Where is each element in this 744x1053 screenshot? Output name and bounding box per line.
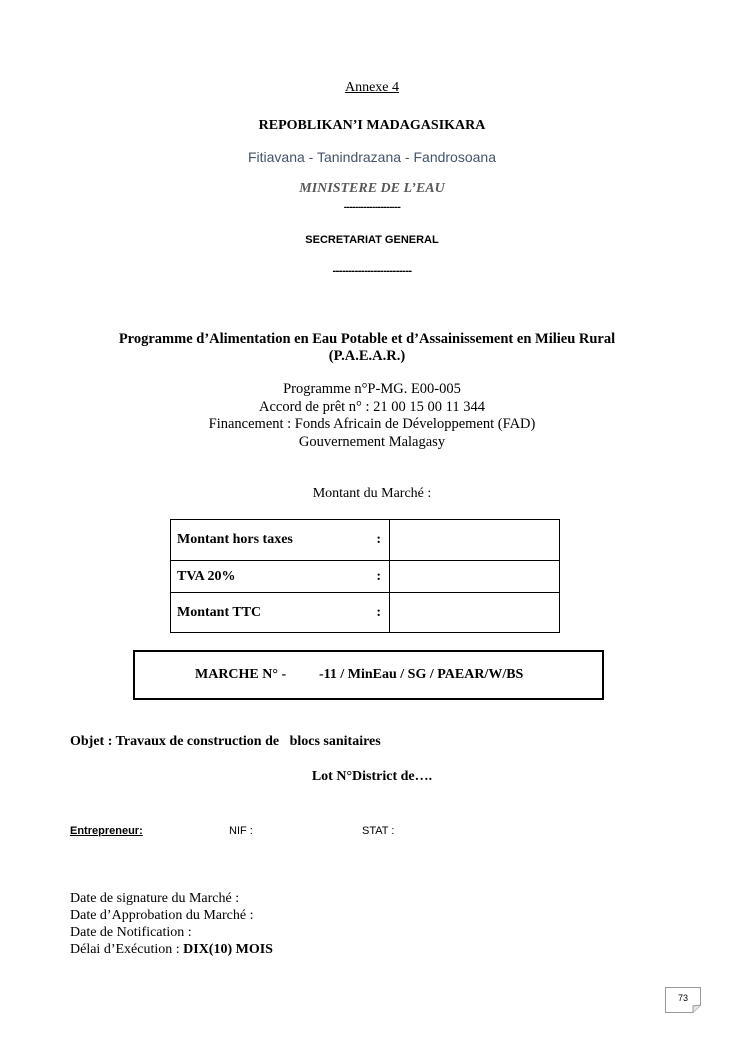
separator-line: ------------------------- [332,265,412,277]
delay-label: Délai d’Exécution : [70,942,184,957]
amount-label: Montant TTC [177,604,262,620]
date-signature: Date de signature du Marché : [70,891,240,906]
amount-value-cell [390,593,560,633]
marche-reference: -11 / MinEau / SG / PAEAR/W/BS [319,667,524,682]
amount-label-cell [171,520,390,561]
government: Gouvernement Malagasy [298,433,446,450]
amount-value-cell [390,520,560,561]
secretariat-title: SECRETARIAT GENERAL [305,234,439,246]
annex-label: Annexe 4 [344,80,400,95]
programme-info [0,381,744,451]
republic-title: REPOBLIKAN’I MADAGASIKARA [258,118,486,133]
dates-block [70,890,273,958]
colon: : [376,568,382,584]
stat-label: STAT : [362,825,395,837]
date-approbation: Date d’Approbation du Marché : [70,908,254,923]
loan-agreement: Accord de prêt n° : 21 00 15 00 11 344 [259,398,485,415]
nif-label: NIF : [229,825,253,837]
programme-number: Programme n°P-MG. E00-005 [283,381,461,397]
amount-label-cell [171,593,390,633]
amount-label: Montant hors taxes [177,532,293,547]
separator-line: -------------------- [343,202,401,213]
table-row [171,520,560,561]
colon: : [376,604,382,620]
marche-number-box [133,650,604,700]
execution-delay [70,941,273,958]
amount-caption: Montant du Marché : [312,486,432,501]
amount-table [170,519,560,633]
marche-prefix: MARCHE N° - [195,667,287,682]
programme-title: Programme d’Alimentation en Eau Potable et d’Assainissement en Milieu Rural (P.A.E.A.R.) [118,331,616,364]
lot-line: Lot N°District de…. [311,769,433,784]
delay-value: DIX(10) MOIS [183,942,273,957]
table-row [171,561,560,593]
date-notification: Date de Notification : [70,925,192,940]
page-number-box [665,987,701,1013]
amount-label: TVA 20% [177,568,236,584]
objet-line: Objet : Travaux de construction de blocs sanitaires [70,734,381,749]
ministry-title: MINISTERE DE L’EAU [299,181,445,196]
amount-value-cell [390,561,560,593]
page-number: 73 [677,993,688,1003]
colon: : [376,532,382,547]
amount-label-cell [171,561,390,593]
financing: Financement : Fonds Africain de Développement (FAD) [208,416,536,432]
national-motto: Fitiavana - Tanindrazana - Fandrosoana [247,149,496,165]
table-row [171,593,560,633]
entrepreneur-label: Entrepreneur: [70,825,143,837]
